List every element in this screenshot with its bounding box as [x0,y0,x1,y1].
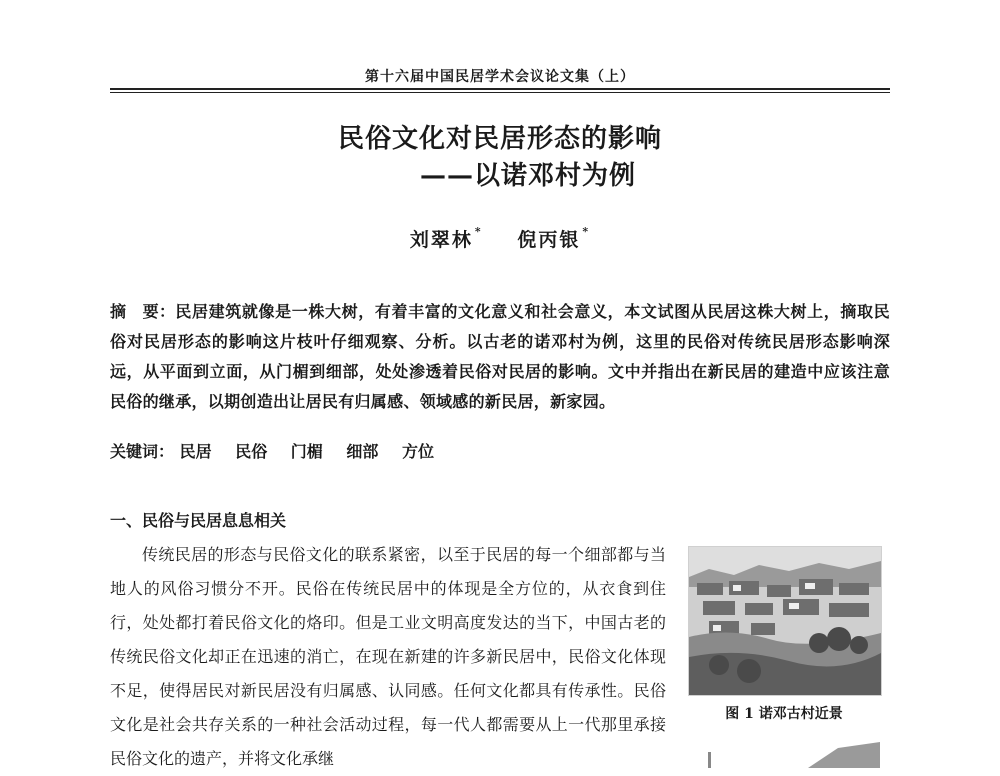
paper-title: 民俗文化对民居形态的影响 [337,124,662,154]
header-rule [110,88,890,93]
keyword: 民居 [179,442,212,461]
author-list [0,225,1000,252]
abstract [110,297,890,417]
second-photo-partial [688,738,880,768]
body-paragraph: 传统民居的形态与民俗文化的联系紧密，以至于民居的每一个细部都与当地人的风俗习惯分不开。民俗在传统民居中的体现是全方位的，从衣食到住行，处处都打着民俗文化的烙印。但是工业文明高度发达的当下，中国古老的传统民俗文化却正在迅速的消亡，在现在新建的许多新民居中，民俗文化体现不足，使得居民对新民居没有归属感、认同感。任何文化都具有传承性。民俗文化是社会共存关系的一种社会活动过程，每一代人都需要从上一代那里承接民俗文化的遗产，并将文化承继 [110,545,666,768]
running-header: 第十六届中国民居学术会议论文集（上） [365,69,635,85]
figure-caption: 图 1 诺邓古村近景 [725,706,843,722]
keywords-label: 关键词： [110,442,175,461]
second-photo-drawing [688,738,880,768]
author-name: 刘翠林 [409,229,473,251]
author-mark: * [474,225,483,238]
author-name: 倪丙银 [517,229,581,251]
abstract-label: 摘 要： [110,302,176,321]
paper-subtitle: ——以诺邓村为例 [420,161,637,191]
keyword: 方位 [401,442,434,461]
section-heading: 一、民俗与民居息息相关 [110,511,287,530]
keyword: 民俗 [235,442,268,461]
keyword: 门楣 [290,442,323,461]
village-photo [688,546,882,696]
author-mark: * [582,225,591,238]
abstract-text: 民居建筑就像是一株大树，有着丰富的文化意义和社会意义，本文试图从民居这株大树上，摘取民俗对民居形态的影响这片枝叶仔细观察、分析。以古老的诺邓村为例，这里的民俗对传统民居形态影响深远，从平面到立面，从门楣到细部，处处渗透着民俗对民居的影响。文中并指出在新民居的建造中应该注意民俗的继承，以期创造出让居民有归属感、领域感的新民居，新家园。 [110,302,890,411]
keywords [110,437,890,467]
keyword: 细部 [346,442,379,461]
village-photo-drawing [689,547,881,695]
